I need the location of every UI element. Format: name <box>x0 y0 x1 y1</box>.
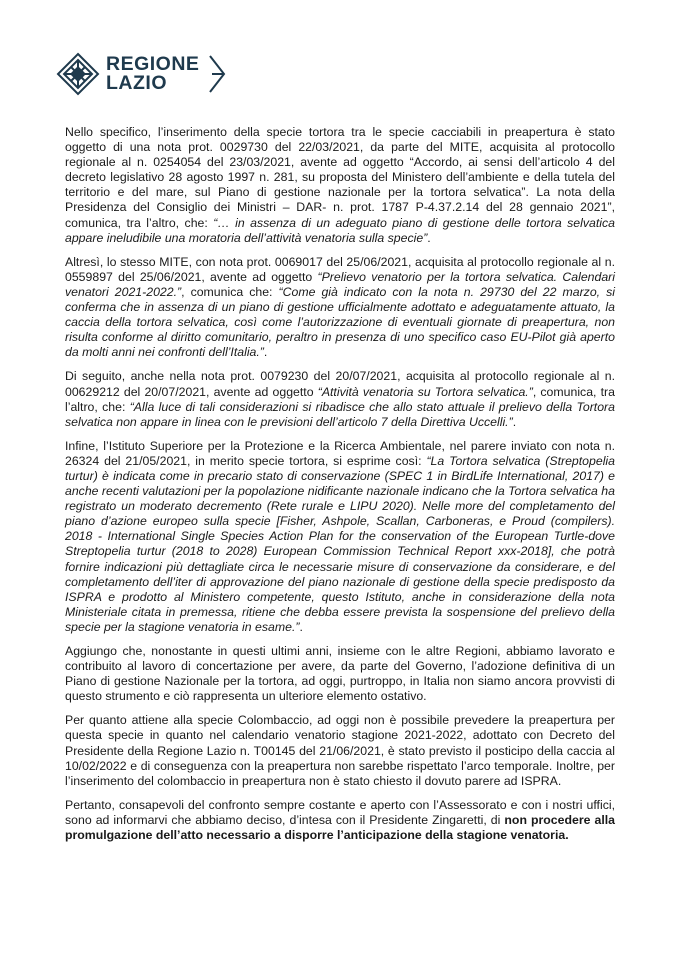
paragraph-1-end: . <box>427 230 431 245</box>
paragraph-4-quote: “La Tortora selvatica (Streptopelia turtur) è indicata come in precario stato di conservazione (SPEC 1 in BirdLife International, 2017) e anche recenti valutazioni per la popolazione nidificante nazionale indicano che la Tortora selvatica ha registrato un moderato decremento (Rete rurale e LIPU 2020). Nelle more del completamento del piano d’azione europeo sulla specie [Fisher, Ashpole, Scallan, Carboneras, e Proud (compilers). 2018 - International Single Species Action Plan for the conservation of the European Turtle-dove Streptopelia turtur (2018 to 2028) European Commission Technical Report xxx-2018], che potrà fornire indicazioni più dettagliate circa le necessarie misure di conservazione da considerare, e del completamento dell’iter di approvazione del piano nazionale di gestione della specie predisposto da ISPRA e prodotto al Ministero competente, questo Istituto, anche in considerazione della nota Ministeriale citata in premessa, ritiene che debba essere prevista la sospensione del prelievo della specie per la stagione venatoria in esame.” <box>65 453 615 634</box>
logo-wordmark <box>106 55 199 93</box>
paragraph-3 <box>65 369 615 429</box>
paragraph-7-text: Pertanto, consapevoli del confronto sempre costante e aperto con l’Assessorato e con i nostri uffici, sono ad informarvi che abbiamo deciso, d’intesa con il Presidente Zingaretti, di <box>65 797 615 827</box>
paragraph-2-mid: , comunica che: <box>181 284 279 299</box>
paragraph-7 <box>65 798 615 843</box>
paragraph-5: Aggiungo che, nonostante in questi ultimi anni, insieme con le altre Regioni, abbiamo lavorato e contribuito al lavoro di concertazione per avere, da parte del Governo, l’adozione definitiva di un Piano di gestione Nazionale per la tortora, ad oggi, purtroppo, in Italia non siamo ancora provvisti di questo strumento e ciò rappresenta un ulteriore elemento ostativo. <box>65 644 615 704</box>
paragraph-2 <box>65 255 615 361</box>
paragraph-1-quote: “… in assenza di un adeguato piano di gestione delle tortora selvatica appare ineludibile una moratoria dell’attività venatoria sulla specie” <box>65 215 616 245</box>
logo-line-regione: REGIONE <box>106 53 200 75</box>
paragraph-3-end: . <box>512 414 517 429</box>
paragraph-4-text: Infine, l’Istituto Superiore per la Protezione e la Ricerca Ambientale, nel parere inviato con nota n. 26324 del 21/05/2021, in merito specie tortora, si esprime così: <box>65 438 615 468</box>
paragraph-3-quote: “Alla luce di tali considerazioni si ribadisce che allo stato attuale il prelievo della Tortora selvatica non appare in linea con le previsioni dell’articolo 7 della Direttiva Uccelli.” <box>65 399 615 429</box>
letter-body <box>65 125 615 852</box>
paragraph-1 <box>65 125 615 246</box>
paragraph-2-end: . <box>263 345 268 360</box>
paragraph-3-text: Di seguito, anche nella nota prot. 0079230 del 20/07/2021, acquisita al protocollo regionale al n. 00629212 del 20/07/2021, avente ad oggetto <box>65 369 615 399</box>
paragraph-4 <box>65 439 615 635</box>
regione-lazio-emblem-icon <box>56 52 100 96</box>
paragraph-2-subject: “Prelievo venatorio per la tortora selvatica. Calendari venatori 2021-2022.” <box>65 269 616 299</box>
paragraph-6: Per quanto attiene alla specie Colombaccio, ad oggi non è possibile prevedere la preapertura per questa specie in quanto nel calendario venatorio stagione 2021-2022, adottato con Decreto del Presidente della Regione Lazio n. T00145 del 21/06/2021, è stato previsto il posticipo della caccia al 10/02/2022 e di conseguenza con la preapertura non sarebbe rispettato l’arco temporale. Inoltre, per l’inserimento del colombaccio in preapertura non è stato chiesto il dovuto parere ad ISPRA. <box>65 713 615 788</box>
paragraph-3-subject: “Attività venatoria su Tortora selvatica.” <box>317 384 533 399</box>
paragraph-1-text: Nello specifico, l’inserimento della specie tortora tra le specie cacciabili in preapertura è stato oggetto di una nota prot. 0029730 del 22/03/2021, da parte del MITE, acquisita al protocollo regionale al n. 0254054 del 23/03/2021, avente ad oggetto “Accordo, ai sensi dell’articolo 4 del decreto legislativo 28 agosto 1997 n. 281, su proposta del Ministero dell’ambiente e della tutela del territorio e del mare, sul Piano di gestione nazionale per la tortora selvatica”. La nota della Presidenza del Consiglio dei Ministri – DAR- n. prot. 1787 P-4.37.2.14 del 28 gennaio 2021”, comunica, tra l’altro, che: <box>65 125 615 230</box>
paragraph-4-end: . <box>299 619 303 634</box>
paragraph-7-decision: non procedere alla promulgazione dell’atto necessario a disporre l’anticipazione della stagione venatoria <box>65 812 615 843</box>
paragraph-7-end: . <box>565 828 569 843</box>
logo-line-lazio: LAZIO <box>106 72 167 94</box>
paragraph-2-quote: “Come già indicato con la nota n. 29730 del 22 marzo, si conferma che in assenza di un piano di gestione ufficialmente adottato e adeguatamente attuato, la caccia della tortora selvatica, così come l’autorizzazione di eventuali giornate di preapertura, non risulta conforme al diritto comunitario, peraltro in presenza di uno specifico caso EU-Pilot già aperto da molti anni nei confronti dell’Italia.” <box>65 284 615 360</box>
regione-lazio-logo <box>56 52 199 96</box>
logo-chevron-icon <box>208 52 228 96</box>
paragraph-2-text: Altresì, lo stesso MITE, con nota prot. 0069017 del 25/06/2021, acquisita al protocollo regionale al n. 0559897 del 25/06/2021, avente ad oggetto <box>65 254 615 284</box>
paragraph-3-mid: , comunica, tra l’altro, che: <box>65 384 615 414</box>
